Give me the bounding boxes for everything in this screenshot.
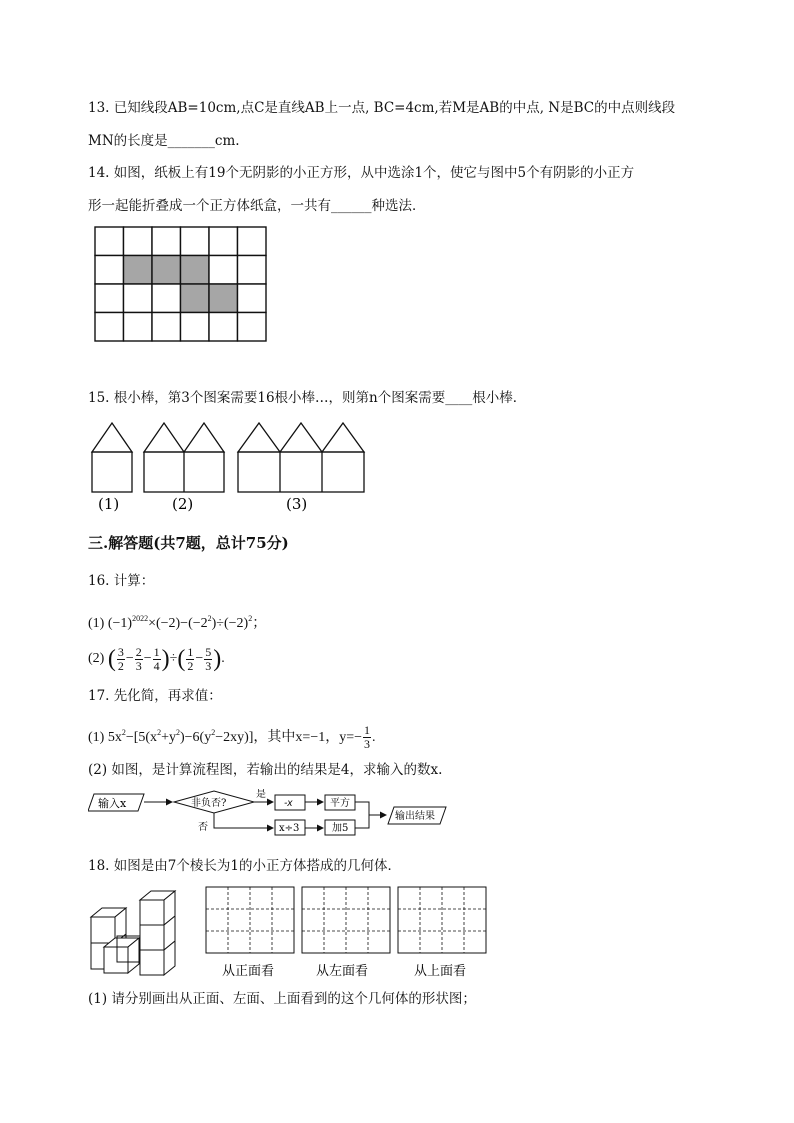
shaded-square — [209, 284, 238, 313]
q16-p2-label: (2) — [88, 651, 105, 667]
q17-p1-end: . — [372, 730, 376, 745]
q16-p2-frac3-num: 1 — [153, 644, 160, 659]
q16-p2-frac3-den: 4 — [153, 658, 160, 673]
q16-p1-end: ； — [252, 616, 267, 631]
q16-p2-end: . — [221, 651, 225, 667]
q16-part1 — [88, 609, 266, 634]
blank-square — [181, 313, 210, 342]
blank-square — [124, 284, 153, 313]
section3-heading: 三.解答题(共7题，总计75分) — [88, 534, 289, 552]
q18-part1: (1) 请分别画出从正面、左面、上面看到的这个几何体的形状图； — [88, 991, 476, 1007]
view-label-left: 从左面看 — [316, 964, 369, 979]
q16-p1-base: (−1) — [107, 616, 133, 631]
blank-square — [95, 256, 124, 285]
blank-square — [238, 227, 267, 256]
q15-label-1: (1) — [98, 495, 120, 513]
q17-p1-frac-num: 1 — [364, 723, 371, 738]
flow-output-label: 输出结果 — [395, 811, 435, 822]
q17-title: 17. 先化简，再求值： — [88, 688, 222, 704]
q17-part1: (1) $5x^2-[5(x^2+y^2)-6(y^2-2xy)]$，其中x=−1，y=− $\frac{1}{3}$ . — [88, 723, 376, 752]
blank-square — [95, 284, 124, 313]
blank-square — [95, 313, 124, 342]
q16-p2-frac4-den: 2 — [187, 658, 194, 673]
q16-p1-exp2: 2 — [207, 614, 212, 623]
blank-square — [124, 227, 153, 256]
blank-square — [181, 227, 210, 256]
q17-p1-expr-e: −2xy)]，其中x=−1，y=− — [215, 730, 363, 745]
q17-p1-expr-a: 5x — [107, 730, 122, 745]
q14-line1: 14. 如图，纸板上有19个无阴影的小正方形，从中选涂1个，使它与图中5个有阴影的小正方 — [88, 165, 635, 181]
q17-p1-frac-den: 3 — [364, 737, 371, 752]
q17-p1-label: (1) — [88, 730, 105, 745]
q16-p2-frac5-num: 5 — [205, 644, 212, 659]
flow-decision-label: 非负否? — [191, 798, 227, 809]
blank-square — [238, 256, 267, 285]
shaded-square — [124, 256, 153, 285]
blank-square — [209, 227, 238, 256]
blank-square — [124, 313, 153, 342]
q17-p1-expr-d: )−6(y — [179, 730, 212, 745]
q18-title: 18. 如图是由7个棱长为1的小正方体搭成的几何体． — [88, 858, 401, 874]
q16-p2-frac1-num: 3 — [117, 644, 124, 659]
shaded-square — [181, 284, 210, 313]
blank-square — [209, 256, 238, 285]
q16-p1-label: (1) — [88, 616, 105, 631]
q16-p2-frac1-den: 2 — [117, 658, 124, 673]
flow-yes-label: 是 — [256, 789, 266, 800]
q15-label-3: (3) — [286, 495, 308, 513]
blank-square — [152, 227, 181, 256]
view-label-top: 从上面看 — [414, 964, 467, 979]
q15-line1: 15. 根小棒，第3个图案需要16根小棒…，则第n个图案需要____根小棒． — [88, 390, 527, 406]
q16-p1-exp3: 2 — [248, 614, 253, 623]
q17-p1-expr-b: −[5(x — [125, 730, 158, 745]
q14-grid-figure — [94, 226, 268, 344]
q16-p2-frac2-den: 3 — [135, 658, 142, 673]
flow-divide-box: x÷3 — [279, 823, 300, 834]
q16-p1-exp1: 2022 — [132, 614, 149, 623]
q16-p1-mid1: ×(−2)−(−2 — [148, 616, 208, 631]
q16-p1-mid2: )÷(−2) — [211, 616, 249, 631]
blank-square — [152, 284, 181, 313]
q16-p2-frac5-den: 3 — [205, 658, 212, 673]
q18-cube-figure — [88, 884, 183, 979]
q13-line1: 13. 已知线段AB=10cm,点C是直线AB上一点, BC=4cm,若M是AB的中点, N是BC的中点则线段 — [88, 100, 676, 116]
blank-square — [95, 227, 124, 256]
q15-house-figure — [88, 420, 378, 515]
q17-flowchart — [88, 789, 478, 845]
flow-neg-box: -x — [284, 798, 293, 809]
q16-part2: (2) ( $\frac{3}{2}$ − $\frac{2}{3}$ − $\frac{1}{4}$ )÷( $\frac{1}{2}$ − $\frac{5}{3}$ ). — [88, 644, 225, 673]
blank-square — [238, 284, 267, 313]
q18-view-grids — [204, 885, 494, 980]
blank-square — [209, 313, 238, 342]
q16-title: 16. 计算： — [88, 573, 155, 589]
q13-line2: MN的长度是_______cm. — [88, 133, 240, 149]
flow-square-box: 平方 — [330, 798, 350, 809]
q14-line2: 形一起能折叠成一个正方体纸盒，一共有______种选法． — [88, 198, 426, 214]
flow-add-box: 加5 — [332, 823, 349, 834]
flow-input-label: 输入x — [98, 797, 127, 810]
blank-square — [238, 313, 267, 342]
flow-no-label: 否 — [198, 822, 208, 833]
view-label-front: 从正面看 — [222, 964, 275, 979]
blank-square — [152, 313, 181, 342]
shaded-square — [181, 256, 210, 285]
shaded-square — [152, 256, 181, 285]
q15-label-2: (2) — [172, 495, 194, 513]
q16-p2-frac2-num: 2 — [135, 644, 142, 659]
q16-p2-frac4-num: 1 — [187, 644, 194, 659]
q17-part2: (2) 如图，是计算流程图，若输出的结果是4，求输入的数x. — [88, 762, 443, 778]
q17-p1-expr-c: +y — [161, 730, 176, 745]
